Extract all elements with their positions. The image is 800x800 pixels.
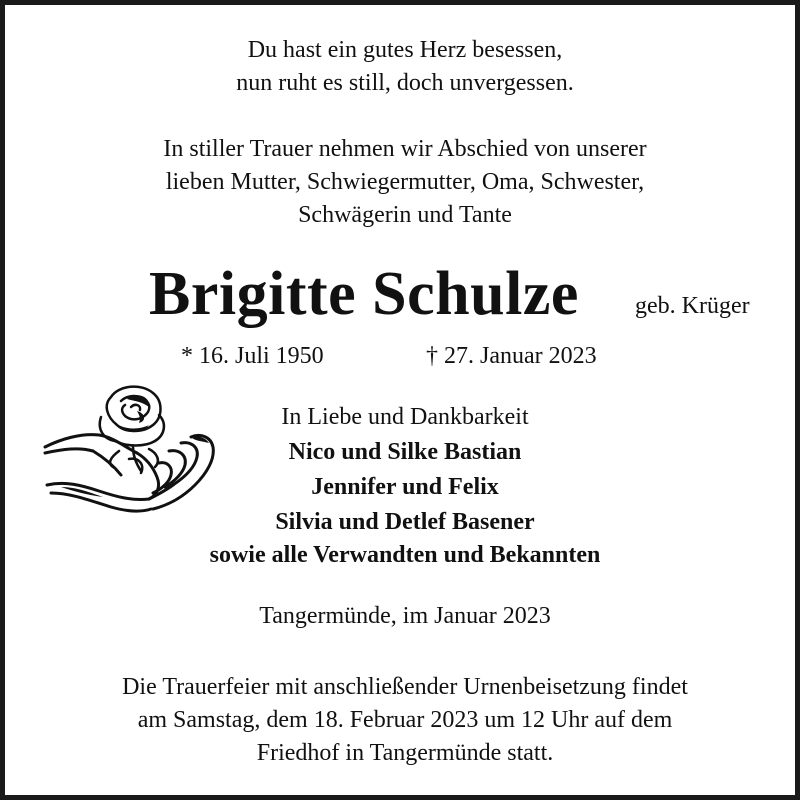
death-date: † 27. Januar 2023	[426, 343, 597, 369]
intro-line-1: In stiller Trauer nehmen wir Abschied von unserer	[163, 136, 647, 162]
mourner-line: Jennifer und Felix	[311, 474, 499, 500]
name-row	[5, 257, 800, 337]
deceased-name: Brigitte Schulze	[149, 260, 579, 328]
mourner-line: Nico und Silke Bastian	[288, 439, 522, 465]
mourners-heading: In Liebe und Dankbarkeit	[281, 404, 529, 430]
service-line-2: am Samstag, dem 18. Februar 2023 um 12 Uhr auf dem	[137, 707, 673, 733]
mourner-line: sowie alle Verwandten und Bekannten	[209, 542, 601, 568]
birth-date: * 16. Juli 1950	[181, 343, 324, 369]
intro-line-2: lieben Mutter, Schwiegermutter, Oma, Schwester,	[165, 169, 645, 195]
service-line-1: Die Trauerfeier mit anschließender Urnenbeisetzung findet	[122, 674, 688, 700]
service-line-3: Friedhof in Tangermünde statt.	[256, 740, 554, 766]
poem-line-1: Du hast ein gutes Herz besessen,	[247, 37, 563, 63]
maiden-name: geb. Krüger	[635, 293, 750, 319]
place-date: Tangermünde, im Januar 2023	[259, 603, 551, 629]
intro-line-3: Schwägerin und Tante	[298, 202, 512, 228]
mourner-line: Silvia und Detlef Basener	[275, 509, 535, 535]
poem-line-2: nun ruht es still, doch unvergessen.	[236, 70, 574, 96]
